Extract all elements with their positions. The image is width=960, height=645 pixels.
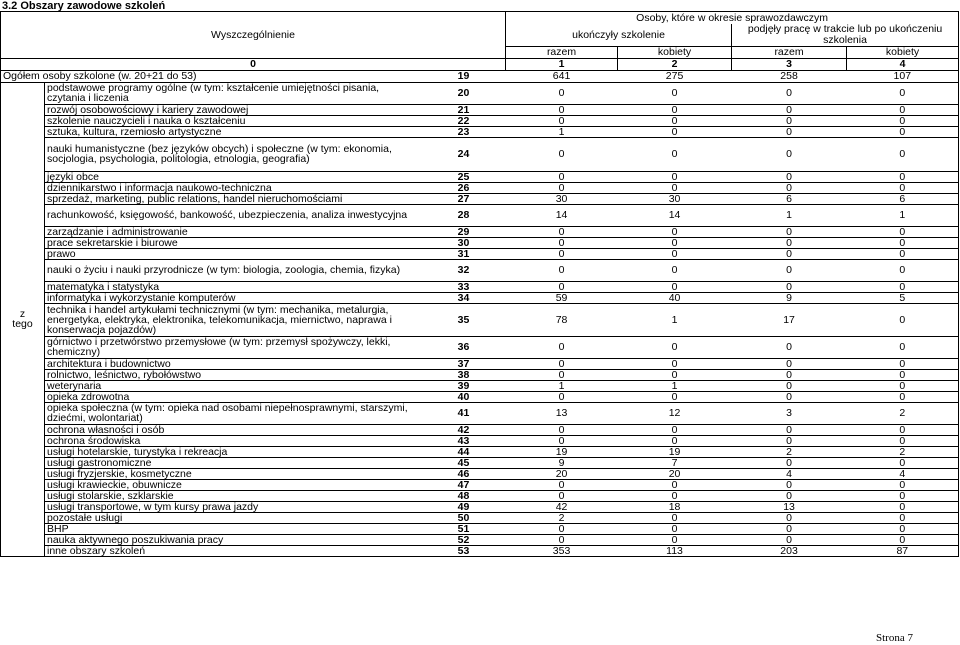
row-number: 53 — [422, 545, 506, 556]
row-value-3: 0 — [732, 358, 847, 369]
row-value-2: 0 — [618, 435, 732, 446]
table-row — [1, 435, 959, 446]
total-value-4: 107 — [847, 70, 959, 82]
header-kobiety-2: kobiety — [847, 46, 959, 58]
table-row — [1, 182, 959, 193]
row-value-1: 0 — [506, 479, 618, 490]
table-row — [1, 292, 959, 303]
table-row — [1, 501, 959, 512]
row-value-3: 0 — [732, 237, 847, 248]
row-value-3: 2 — [732, 446, 847, 457]
row-label: technika i handel artykułami technicznymi (w tym: mechanika, metalurgia, energetyka, elektryka, elektronika, telekomunikacja, miernictwo, naprawa i konserwacja pojazdów) — [45, 303, 422, 336]
row-value-3: 0 — [732, 104, 847, 115]
row-value-3: 203 — [732, 545, 847, 556]
row-value-1: 0 — [506, 435, 618, 446]
col-number-3: 3 — [732, 58, 847, 70]
table-row — [1, 490, 959, 501]
row-value-2: 40 — [618, 292, 732, 303]
row-value-3: 6 — [732, 193, 847, 204]
header-numbers-row — [1, 58, 959, 70]
table-row — [1, 358, 959, 369]
row-value-1: 19 — [506, 446, 618, 457]
row-value-4: 0 — [847, 336, 959, 358]
row-value-4: 0 — [847, 380, 959, 391]
row-number: 36 — [422, 336, 506, 358]
row-value-4: 0 — [847, 137, 959, 171]
table-row — [1, 237, 959, 248]
row-number: 30 — [422, 237, 506, 248]
table-row — [1, 523, 959, 534]
total-row — [1, 70, 959, 82]
header-razem-2: razem — [732, 46, 847, 58]
row-number: 35 — [422, 303, 506, 336]
header-podjely: podjęły pracę w trakcie lub po ukończeniu szkolenia — [732, 24, 959, 47]
row-label: usługi gastronomiczne — [45, 457, 422, 468]
table-row — [1, 545, 959, 556]
row-value-4: 0 — [847, 126, 959, 137]
header-ukonczyly: ukończyły szkolenie — [506, 24, 732, 47]
row-value-2: 0 — [618, 512, 732, 523]
row-value-1: 1 — [506, 380, 618, 391]
row-number: 27 — [422, 193, 506, 204]
row-value-1: 13 — [506, 402, 618, 424]
row-number: 37 — [422, 358, 506, 369]
row-value-2: 0 — [618, 424, 732, 435]
row-value-4: 0 — [847, 358, 959, 369]
row-value-3: 0 — [732, 226, 847, 237]
row-value-4: 0 — [847, 424, 959, 435]
row-number: 32 — [422, 259, 506, 281]
table-row — [1, 115, 959, 126]
row-label: dziennikarstwo i informacja naukowo-techniczna — [45, 182, 422, 193]
col-number-2: 2 — [618, 58, 732, 70]
row-value-1: 0 — [506, 182, 618, 193]
row-value-1: 59 — [506, 292, 618, 303]
row-value-2: 19 — [618, 446, 732, 457]
row-number: 46 — [422, 468, 506, 479]
row-number: 25 — [422, 171, 506, 182]
row-value-1: 0 — [506, 226, 618, 237]
total-number: 19 — [422, 70, 506, 82]
row-label: opieka społeczna (w tym: opieka nad osobami niepełnosprawnymi, starszymi, dziećmi, wolontariat) — [45, 402, 422, 424]
row-value-1: 30 — [506, 193, 618, 204]
row-value-4: 0 — [847, 369, 959, 380]
row-label: prawo — [45, 248, 422, 259]
row-value-4: 0 — [847, 171, 959, 182]
row-value-4: 0 — [847, 534, 959, 545]
table-row — [1, 248, 959, 259]
row-value-4: 0 — [847, 248, 959, 259]
table-row — [1, 457, 959, 468]
row-label: pozostałe usługi — [45, 512, 422, 523]
row-value-4: 87 — [847, 545, 959, 556]
row-value-2: 0 — [618, 369, 732, 380]
row-value-3: 0 — [732, 115, 847, 126]
row-value-1: 0 — [506, 424, 618, 435]
row-value-2: 0 — [618, 534, 732, 545]
row-value-3: 0 — [732, 248, 847, 259]
row-value-3: 17 — [732, 303, 847, 336]
header-wyszczegolnienie: Wyszczególnienie — [1, 12, 506, 59]
row-label: górnictwo i przetwórstwo przemysłowe (w tym: przemysł spożywczy, lekki, chemiczny) — [45, 336, 422, 358]
row-label: zarządzanie i administrowanie — [45, 226, 422, 237]
row-value-1: 78 — [506, 303, 618, 336]
row-value-1: 0 — [506, 336, 618, 358]
row-label: rachunkowość, księgowość, bankowość, ubezpieczenia, analiza inwestycyjna — [45, 204, 422, 226]
row-label: usługi transportowe, w tym kursy prawa jazdy — [45, 501, 422, 512]
row-value-4: 5 — [847, 292, 959, 303]
table-row — [1, 303, 959, 336]
row-number: 49 — [422, 501, 506, 512]
row-value-3: 0 — [732, 490, 847, 501]
row-number: 40 — [422, 391, 506, 402]
row-value-2: 0 — [618, 226, 732, 237]
row-value-3: 0 — [732, 424, 847, 435]
row-value-3: 1 — [732, 204, 847, 226]
row-number: 22 — [422, 115, 506, 126]
row-number: 20 — [422, 82, 506, 104]
row-number: 47 — [422, 479, 506, 490]
row-value-1: 353 — [506, 545, 618, 556]
table-row — [1, 137, 959, 171]
row-value-3: 0 — [732, 281, 847, 292]
row-value-1: 42 — [506, 501, 618, 512]
row-value-2: 0 — [618, 391, 732, 402]
row-label: weterynaria — [45, 380, 422, 391]
row-value-4: 0 — [847, 512, 959, 523]
row-value-1: 0 — [506, 237, 618, 248]
row-number: 33 — [422, 281, 506, 292]
row-value-2: 0 — [618, 479, 732, 490]
row-value-3: 0 — [732, 182, 847, 193]
row-value-3: 0 — [732, 391, 847, 402]
row-value-4: 1 — [847, 204, 959, 226]
table-row — [1, 424, 959, 435]
row-value-3: 0 — [732, 171, 847, 182]
row-value-3: 0 — [732, 534, 847, 545]
table-row — [1, 534, 959, 545]
row-number: 31 — [422, 248, 506, 259]
row-value-4: 2 — [847, 402, 959, 424]
row-value-1: 2 — [506, 512, 618, 523]
row-value-4: 0 — [847, 226, 959, 237]
row-number: 45 — [422, 457, 506, 468]
row-number: 43 — [422, 435, 506, 446]
row-value-3: 0 — [732, 435, 847, 446]
table-row — [1, 193, 959, 204]
page-number: Strona 7 — [876, 632, 913, 644]
row-value-1: 0 — [506, 115, 618, 126]
row-value-4: 0 — [847, 115, 959, 126]
row-value-4: 6 — [847, 193, 959, 204]
row-value-2: 0 — [618, 126, 732, 137]
row-value-3: 0 — [732, 82, 847, 104]
row-value-4: 0 — [847, 523, 959, 534]
row-value-1: 0 — [506, 82, 618, 104]
header-osoby: Osoby, które w okresie sprawozdawczym — [506, 12, 959, 24]
row-value-2: 0 — [618, 523, 732, 534]
row-value-2: 113 — [618, 545, 732, 556]
row-label: nauki humanistyczne (bez języków obcych) i społeczne (w tym: ekonomia, socjologia, psychologia, politologia, etnologia, geografia) — [45, 137, 422, 171]
col-number-0: 0 — [1, 58, 506, 70]
table-row — [1, 402, 959, 424]
table-row — [1, 380, 959, 391]
row-value-3: 0 — [732, 380, 847, 391]
section-title: 3.2 Obszary zawodowe szkoleń — [2, 0, 166, 12]
row-value-2: 0 — [618, 237, 732, 248]
header-row-1 — [1, 12, 959, 24]
side-label: z tego — [1, 82, 45, 556]
row-label: rozwój osobowościowy i kariery zawodowej — [45, 104, 422, 115]
row-value-2: 7 — [618, 457, 732, 468]
row-number: 50 — [422, 512, 506, 523]
row-value-1: 0 — [506, 171, 618, 182]
table-row — [1, 104, 959, 115]
row-value-2: 0 — [618, 115, 732, 126]
row-label: nauki o życiu i nauki przyrodnicze (w tym: biologia, zoologia, chemia, fizyka) — [45, 259, 422, 281]
table-row — [1, 479, 959, 490]
row-number: 23 — [422, 126, 506, 137]
row-value-2: 0 — [618, 281, 732, 292]
row-label: sztuka, kultura, rzemiosło artystyczne — [45, 126, 422, 137]
row-value-4: 0 — [847, 237, 959, 248]
row-value-1: 0 — [506, 534, 618, 545]
row-label: podstawowe programy ogólne (w tym: kształcenie umiejętności pisania, czytania i liczenia — [45, 82, 422, 104]
row-value-4: 0 — [847, 259, 959, 281]
col-number-4: 4 — [847, 58, 959, 70]
row-value-2: 0 — [618, 82, 732, 104]
row-value-2: 0 — [618, 336, 732, 358]
table-row — [1, 126, 959, 137]
row-value-4: 0 — [847, 391, 959, 402]
row-label: inne obszary szkoleń — [45, 545, 422, 556]
table-row — [1, 369, 959, 380]
row-value-2: 0 — [618, 182, 732, 193]
row-label: matematyka i statystyka — [45, 281, 422, 292]
row-value-4: 0 — [847, 82, 959, 104]
row-label: usługi fryzjerskie, kosmetyczne — [45, 468, 422, 479]
table-row — [1, 336, 959, 358]
row-value-3: 0 — [732, 369, 847, 380]
row-value-3: 0 — [732, 479, 847, 490]
row-number: 52 — [422, 534, 506, 545]
row-value-1: 0 — [506, 137, 618, 171]
row-value-1: 0 — [506, 490, 618, 501]
row-value-4: 0 — [847, 501, 959, 512]
row-value-1: 0 — [506, 281, 618, 292]
col-number-1: 1 — [506, 58, 618, 70]
row-value-2: 0 — [618, 137, 732, 171]
row-label: architektura i budownictwo — [45, 358, 422, 369]
row-value-2: 0 — [618, 171, 732, 182]
table-row — [1, 446, 959, 457]
row-label: prace sekretarskie i biurowe — [45, 237, 422, 248]
total-value-3: 258 — [732, 70, 847, 82]
row-value-3: 0 — [732, 457, 847, 468]
row-value-2: 30 — [618, 193, 732, 204]
row-label: szkolenie nauczycieli i nauka o kształceniu — [45, 115, 422, 126]
row-value-3: 3 — [732, 402, 847, 424]
row-value-2: 1 — [618, 303, 732, 336]
statistics-table — [0, 11, 959, 557]
row-value-2: 0 — [618, 259, 732, 281]
row-value-4: 0 — [847, 182, 959, 193]
row-value-2: 20 — [618, 468, 732, 479]
header-kobiety-1: kobiety — [618, 46, 732, 58]
row-number: 42 — [422, 424, 506, 435]
row-number: 28 — [422, 204, 506, 226]
row-label: opieka zdrowotna — [45, 391, 422, 402]
row-value-4: 0 — [847, 490, 959, 501]
row-number: 38 — [422, 369, 506, 380]
row-number: 51 — [422, 523, 506, 534]
table-row — [1, 226, 959, 237]
row-value-1: 9 — [506, 457, 618, 468]
row-value-4: 0 — [847, 435, 959, 446]
total-label: Ogółem osoby szkolone (w. 20+21 do 53) — [1, 70, 422, 82]
row-value-2: 12 — [618, 402, 732, 424]
row-value-4: 0 — [847, 457, 959, 468]
header-razem-1: razem — [506, 46, 618, 58]
row-value-4: 2 — [847, 446, 959, 457]
row-value-2: 14 — [618, 204, 732, 226]
row-label: informatyka i wykorzystanie komputerów — [45, 292, 422, 303]
row-value-4: 0 — [847, 281, 959, 292]
row-value-1: 20 — [506, 468, 618, 479]
row-value-3: 0 — [732, 523, 847, 534]
row-value-4: 0 — [847, 104, 959, 115]
row-value-3: 0 — [732, 512, 847, 523]
row-label: nauka aktywnego poszukiwania pracy — [45, 534, 422, 545]
row-label: BHP — [45, 523, 422, 534]
row-label: usługi hotelarskie, turystyka i rekreacja — [45, 446, 422, 457]
row-number: 41 — [422, 402, 506, 424]
row-value-3: 4 — [732, 468, 847, 479]
row-value-1: 0 — [506, 358, 618, 369]
row-value-4: 0 — [847, 303, 959, 336]
row-value-4: 4 — [847, 468, 959, 479]
row-value-2: 0 — [618, 490, 732, 501]
row-value-1: 1 — [506, 126, 618, 137]
row-number: 34 — [422, 292, 506, 303]
row-value-1: 0 — [506, 104, 618, 115]
row-number: 48 — [422, 490, 506, 501]
row-number: 26 — [422, 182, 506, 193]
row-value-1: 0 — [506, 391, 618, 402]
row-value-1: 0 — [506, 248, 618, 259]
row-number: 29 — [422, 226, 506, 237]
total-value-1: 641 — [506, 70, 618, 82]
total-value-2: 275 — [618, 70, 732, 82]
row-value-2: 0 — [618, 104, 732, 115]
table-row — [1, 391, 959, 402]
table-row — [1, 512, 959, 523]
table-row — [1, 171, 959, 182]
row-value-3: 9 — [732, 292, 847, 303]
row-value-2: 0 — [618, 358, 732, 369]
row-number: 24 — [422, 137, 506, 171]
row-label: ochrona własności i osób — [45, 424, 422, 435]
table-row — [1, 281, 959, 292]
row-value-1: 0 — [506, 523, 618, 534]
row-label: ochrona środowiska — [45, 435, 422, 446]
row-number: 21 — [422, 104, 506, 115]
row-value-3: 0 — [732, 259, 847, 281]
row-number: 39 — [422, 380, 506, 391]
row-label: usługi krawieckie, obuwnicze — [45, 479, 422, 490]
row-value-1: 0 — [506, 259, 618, 281]
table-row — [1, 468, 959, 479]
row-value-3: 13 — [732, 501, 847, 512]
row-label: języki obce — [45, 171, 422, 182]
row-value-1: 14 — [506, 204, 618, 226]
row-label: rolnictwo, leśnictwo, rybołówstwo — [45, 369, 422, 380]
row-value-3: 0 — [732, 336, 847, 358]
row-value-2: 1 — [618, 380, 732, 391]
row-value-2: 18 — [618, 501, 732, 512]
table-row — [1, 259, 959, 281]
table-row — [1, 204, 959, 226]
row-value-1: 0 — [506, 369, 618, 380]
row-value-4: 0 — [847, 479, 959, 490]
row-label: sprzedaż, marketing, public relations, handel nieruchomościami — [45, 193, 422, 204]
row-value-2: 0 — [618, 248, 732, 259]
table-row — [1, 82, 959, 104]
row-value-3: 0 — [732, 137, 847, 171]
row-number: 44 — [422, 446, 506, 457]
row-value-3: 0 — [732, 126, 847, 137]
row-label: usługi stolarskie, szklarskie — [45, 490, 422, 501]
